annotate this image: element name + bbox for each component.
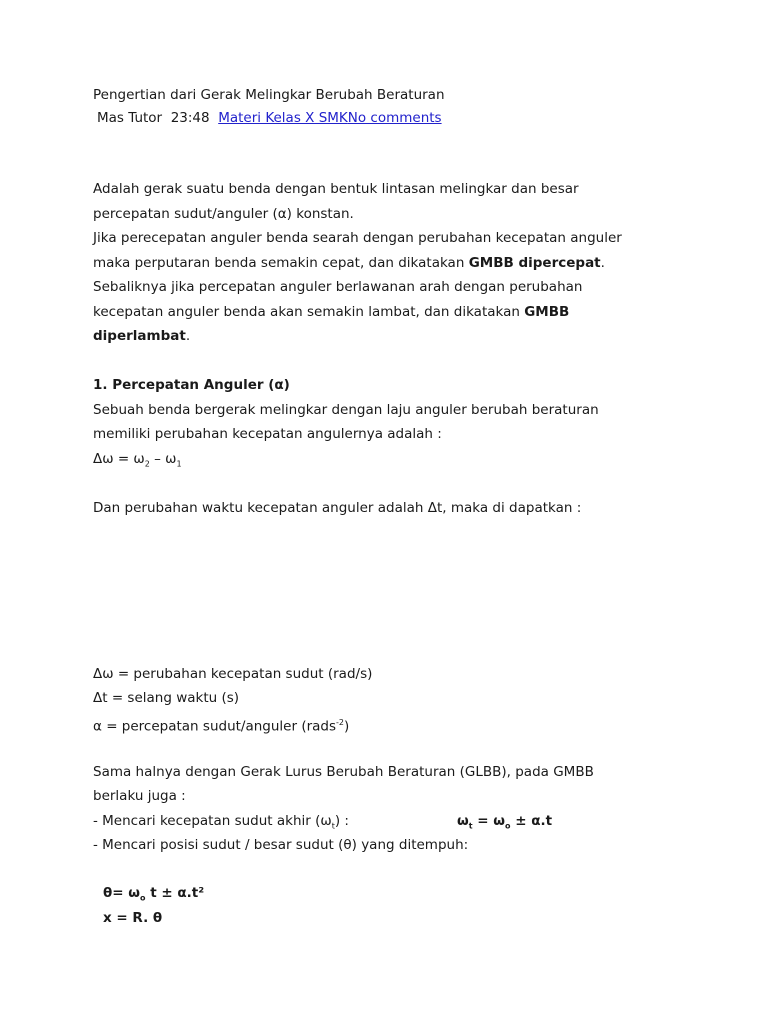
intro-line-7-end: . [185,328,191,344]
post-title: Pengertian dari Gerak Melingkar Berubah Beraturan [93,87,445,103]
intro-line-6 [93,302,569,322]
formula1-sub-0: o [505,821,511,831]
formula1-rest: ± α.t [510,813,553,829]
formula1-eq: = ω [472,813,506,829]
intro-line-2: percepatan sudut/anguler (α) konstan. [93,206,354,222]
intro-line-7 [93,326,190,346]
eq-mid: – ω [149,451,177,467]
diperlambat-term: diperlambat [93,328,186,344]
eq-lhs: Δω = ω [93,451,145,467]
theta-formula-sub: o [140,893,146,903]
arc-length-formula: x = R. θ [103,910,163,926]
post-time: 23:48 [170,110,210,126]
theta-formula-a: θ= ω [103,885,141,901]
intro-line-6-text: kecepatan anguler benda akan semakin lambat, dan dikatakan [93,304,525,320]
final-velocity-end: ) : [334,813,349,829]
definition-alpha-exponent: -2 [336,718,344,727]
section1-line-3: Dan perubahan waktu kecepatan anguler adalah Δt, maka di dapatkan : [93,500,582,516]
intro-line-4-end: . [600,255,605,271]
definition-alpha [93,713,349,737]
intro-line-3: Jika perecepatan anguler benda searah dengan perubahan kecepatan anguler [93,230,622,246]
gmbb-dipercepat-term: GMBB dipercepat [468,255,601,271]
delta-omega-equation [93,449,182,475]
comments-link[interactable]: No comments [347,110,442,126]
section1-line-1: Sebuah benda bergerak melingkar dengan laju anguler berubah beraturan [93,402,599,418]
intro-line-5: Sebaliknya jika percepatan anguler berlawanan arah dengan perubahan [93,279,583,295]
post-meta [97,108,442,128]
definition-alpha-text: α = percepatan sudut/anguler (rads [93,718,337,735]
angular-position-line: - Mencari posisi sudut / besar sudut (θ) yang ditempuh: [93,837,469,853]
theta-formula-b: t ± α.t² [145,885,205,901]
post-author: Mas Tutor [97,110,163,126]
intro-line-4-text: maka perputaran benda semakin cepat, dan dikatakan [93,255,469,271]
formula1-sub-t: t [468,821,473,831]
gmbb-term: GMBB [524,304,570,320]
glbb-line-1: Sama halnya dengan Gerak Lurus Berubah Beraturan (GLBB), pada GMBB [93,764,594,780]
definition-alpha-end: ) [344,718,350,735]
section1-heading-text: 1. Percepatan Anguler (α) [93,377,290,393]
formula1-omega: ω [457,813,469,829]
definition-delta-t: Δt = selang waktu (s) [93,690,240,706]
eq-sub-2: 2 [144,459,150,469]
definition-delta-omega: Δω = perubahan kecepatan sudut (rad/s) [93,666,373,682]
section1-heading [93,375,290,395]
glbb-line-2: berlaku juga : [93,788,186,804]
section1-line-2: memiliki perubahan kecepatan angulernya adalah : [93,426,442,442]
theta-formula [103,883,204,909]
eq-sub-1: 1 [176,459,182,469]
final-velocity-sub: t [331,821,335,831]
final-velocity-line [93,811,349,837]
final-velocity-text: - Mencari kecepatan sudut akhir (ω [93,813,332,829]
final-velocity-formula [457,811,552,837]
category-link[interactable]: Materi Kelas X SMK [218,110,348,126]
intro-line-4 [93,253,605,273]
intro-line-1: Adalah gerak suatu benda dengan bentuk lintasan melingkar dan besar [93,181,579,197]
